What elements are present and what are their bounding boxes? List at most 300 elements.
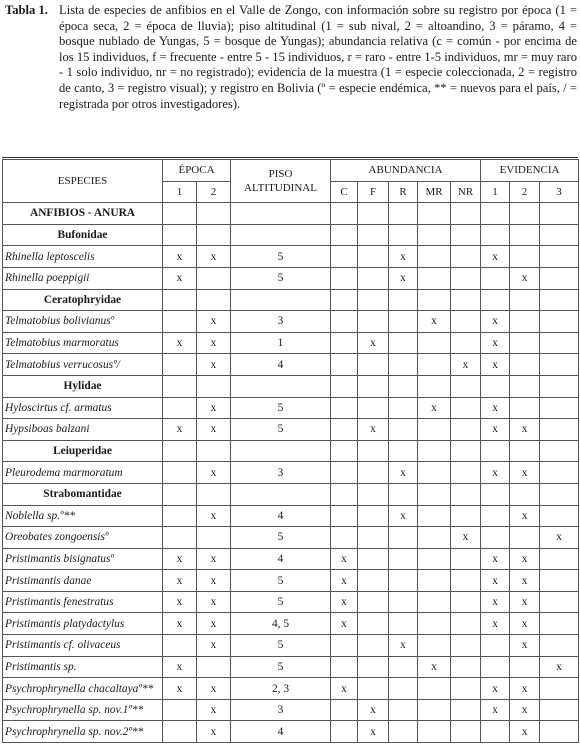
empty-cell [418, 224, 451, 246]
species-row [3, 397, 579, 419]
cell-f [358, 527, 389, 549]
species-name: Pristimantis cf. olivaceus [3, 635, 163, 657]
cell-mr [418, 267, 451, 289]
empty-cell [358, 375, 389, 397]
empty-cell [540, 224, 579, 246]
cell-nr [451, 699, 481, 721]
empty-cell [451, 224, 481, 246]
cell-nr [451, 635, 481, 657]
header-abund-f: F [358, 181, 389, 203]
cell-e1 [163, 354, 197, 376]
empty-cell [481, 375, 510, 397]
empty-cell [231, 440, 331, 462]
cell-e1: x [163, 613, 197, 635]
cell-r [389, 332, 418, 354]
species-row [3, 699, 579, 721]
group-row [3, 483, 579, 505]
header-epoca-2: 2 [197, 181, 231, 203]
group-row [3, 224, 579, 246]
cell-v1: x [481, 613, 510, 635]
cell-e1 [163, 311, 197, 333]
cell-v2: x [510, 505, 540, 527]
cell-r [389, 354, 418, 376]
cell-nr [451, 246, 481, 268]
empty-cell [481, 483, 510, 505]
cell-e2 [197, 527, 231, 549]
species-row [3, 505, 579, 527]
group-row [3, 440, 579, 462]
cell-c [331, 332, 358, 354]
cell-r: x [389, 246, 418, 268]
cell-nr [451, 678, 481, 700]
cell-e2: x [197, 505, 231, 527]
cell-mr [418, 505, 451, 527]
cell-mr [418, 613, 451, 635]
cell-e2: x [197, 548, 231, 570]
cell-c [331, 419, 358, 441]
cell-r: x [389, 462, 418, 484]
empty-cell [163, 483, 197, 505]
cell-piso: 3 [231, 462, 331, 484]
empty-cell [418, 483, 451, 505]
species-row [3, 267, 579, 289]
species-row [3, 678, 579, 700]
empty-cell [163, 224, 197, 246]
cell-v3 [540, 267, 579, 289]
cell-mr [418, 548, 451, 570]
cell-nr [451, 591, 481, 613]
cell-r [389, 656, 418, 678]
cell-e2: x [197, 721, 231, 743]
header-abund-mr: MR [418, 181, 451, 203]
cell-r: x [389, 505, 418, 527]
cell-nr [451, 311, 481, 333]
cell-e2: x [197, 570, 231, 592]
cell-v3 [540, 699, 579, 721]
cell-f: x [358, 419, 389, 441]
header-evid-2: 2 [510, 181, 540, 203]
cell-v3 [540, 721, 579, 743]
group-name: Leiuperidae [3, 440, 163, 462]
cell-piso: 2, 3 [231, 678, 331, 700]
empty-cell [231, 483, 331, 505]
cell-v2: x [510, 591, 540, 613]
cell-v2 [510, 397, 540, 419]
cell-v3 [540, 635, 579, 657]
cell-piso: 5 [231, 570, 331, 592]
cell-e1: x [163, 678, 197, 700]
cell-mr [418, 462, 451, 484]
cell-v1 [481, 267, 510, 289]
group-name: Bufonidae [3, 224, 163, 246]
empty-cell [389, 224, 418, 246]
empty-cell [331, 375, 358, 397]
cell-c [331, 656, 358, 678]
cell-e1 [163, 699, 197, 721]
cell-f [358, 635, 389, 657]
cell-v3 [540, 678, 579, 700]
species-name: Rhinella poeppigii [3, 267, 163, 289]
cell-nr [451, 462, 481, 484]
empty-cell [540, 203, 579, 225]
empty-cell [331, 483, 358, 505]
cell-e1: x [163, 548, 197, 570]
cell-mr [418, 591, 451, 613]
empty-cell [358, 203, 389, 225]
empty-cell [163, 289, 197, 311]
cell-nr [451, 613, 481, 635]
cell-nr [451, 419, 481, 441]
cell-piso: 5 [231, 656, 331, 678]
empty-cell [231, 224, 331, 246]
header-abund-r: R [389, 181, 418, 203]
empty-cell [510, 203, 540, 225]
cell-f [358, 656, 389, 678]
empty-cell [540, 289, 579, 311]
cell-r [389, 397, 418, 419]
cell-c [331, 527, 358, 549]
cell-e2: x [197, 635, 231, 657]
cell-v1: x [481, 699, 510, 721]
cell-mr [418, 678, 451, 700]
species-name: Hyloscirtus cf. armatus [3, 397, 163, 419]
cell-f [358, 354, 389, 376]
cell-c [331, 505, 358, 527]
cell-nr: x [451, 527, 481, 549]
cell-v1: x [481, 462, 510, 484]
cell-r: x [389, 267, 418, 289]
cell-v3 [540, 246, 579, 268]
cell-mr [418, 246, 451, 268]
cell-v3 [540, 505, 579, 527]
caption-text: Lista de especies de anfibios en el Valle de Zongo, con información sobre su registro por época (1 = época seca, 2 = época de lluvia); piso altitudinal (1 = sub nival, 2 = altoandino, 3 = páramo, 4 = bosque nublado de Yungas, 5 = bosque de Yungas); abundancia relativa (c = común - por encima de los 15 individuos, f = frecuente - entre 5 - 15 individuos, r = raro - entre 1-5 individuos, mr = muy raro - 1 solo individuo, nr = no registrado); evidencia de la muestra (1 = especie coleccionada, 2 = registro de canto, 3 = registro visual); y registro en Bolivia (º = especie endémica, ** = nuevos para el país, / = registrada por otros investigadores). [59, 3, 577, 111]
cell-r [389, 548, 418, 570]
cell-v3 [540, 570, 579, 592]
cell-v1: x [481, 246, 510, 268]
empty-cell [389, 203, 418, 225]
cell-e2: x [197, 354, 231, 376]
cell-e1 [163, 505, 197, 527]
cell-r: x [389, 635, 418, 657]
empty-cell [510, 440, 540, 462]
cell-e1 [163, 527, 197, 549]
cell-r [389, 570, 418, 592]
species-row [3, 462, 579, 484]
cell-f [358, 548, 389, 570]
cell-v2: x [510, 419, 540, 441]
cell-c [331, 721, 358, 743]
species-table [2, 159, 579, 743]
species-name: Pristimantis fenestratus [3, 591, 163, 613]
cell-v3 [540, 354, 579, 376]
cell-piso: 3 [231, 311, 331, 333]
empty-cell [418, 203, 451, 225]
cell-v3 [540, 613, 579, 635]
cell-piso: 4 [231, 505, 331, 527]
empty-cell [510, 289, 540, 311]
cell-v2 [510, 311, 540, 333]
empty-cell [358, 483, 389, 505]
caption-label: Tabla 1. [5, 3, 48, 17]
species-row [3, 311, 579, 333]
group-row [3, 289, 579, 311]
cell-v2 [510, 246, 540, 268]
cell-v1: x [481, 397, 510, 419]
cell-piso: 5 [231, 527, 331, 549]
cell-mr [418, 527, 451, 549]
cell-e2: x [197, 397, 231, 419]
empty-cell [331, 224, 358, 246]
cell-mr [418, 354, 451, 376]
cell-e1: x [163, 267, 197, 289]
cell-v2: x [510, 462, 540, 484]
cell-e1 [163, 721, 197, 743]
empty-cell [163, 440, 197, 462]
header-evid-1: 1 [481, 181, 510, 203]
cell-nr [451, 721, 481, 743]
cell-r [389, 591, 418, 613]
group-row [3, 203, 579, 225]
cell-r [389, 419, 418, 441]
cell-v1 [481, 527, 510, 549]
empty-cell [481, 224, 510, 246]
cell-f [358, 613, 389, 635]
cell-c [331, 635, 358, 657]
species-name: Pristimantis danae [3, 570, 163, 592]
empty-cell [451, 440, 481, 462]
empty-cell [451, 483, 481, 505]
group-name: Hylidae [3, 375, 163, 397]
empty-cell [231, 375, 331, 397]
cell-v3 [540, 397, 579, 419]
cell-v2: x [510, 570, 540, 592]
cell-mr [418, 721, 451, 743]
cell-v1: x [481, 548, 510, 570]
empty-cell [231, 289, 331, 311]
cell-nr [451, 548, 481, 570]
cell-v3 [540, 462, 579, 484]
cell-mr: x [418, 656, 451, 678]
cell-e1: x [163, 419, 197, 441]
cell-v3: x [540, 527, 579, 549]
empty-cell [418, 440, 451, 462]
empty-cell [331, 440, 358, 462]
cell-v2 [510, 656, 540, 678]
cell-v3 [540, 591, 579, 613]
species-row [3, 656, 579, 678]
empty-cell [358, 440, 389, 462]
cell-c: x [331, 570, 358, 592]
species-name: Hypsiboas balzani [3, 419, 163, 441]
cell-f: x [358, 721, 389, 743]
cell-v1 [481, 721, 510, 743]
cell-v1 [481, 505, 510, 527]
cell-e1 [163, 462, 197, 484]
header-piso: PISO ALTITUDINAL [231, 160, 331, 203]
species-row [3, 419, 579, 441]
cell-r [389, 721, 418, 743]
cell-c [331, 462, 358, 484]
empty-cell [197, 289, 231, 311]
cell-c [331, 267, 358, 289]
species-name: Telmatobius verrucosusº/ [3, 354, 163, 376]
species-name: Pleurodema marmoratum [3, 462, 163, 484]
species-name: Psychrophrynella sp. nov.1º** [3, 699, 163, 721]
cell-piso: 5 [231, 397, 331, 419]
cell-v3 [540, 311, 579, 333]
empty-cell [331, 203, 358, 225]
cell-f [358, 267, 389, 289]
group-name: ANFIBIOS - ANURA [3, 203, 163, 225]
empty-cell [418, 289, 451, 311]
empty-cell [540, 483, 579, 505]
cell-v1: x [481, 332, 510, 354]
cell-v3: x [540, 656, 579, 678]
cell-c [331, 311, 358, 333]
cell-piso: 3 [231, 699, 331, 721]
empty-cell [358, 224, 389, 246]
cell-c: x [331, 548, 358, 570]
header-abund-c: C [331, 181, 358, 203]
empty-cell [197, 483, 231, 505]
cell-f: x [358, 332, 389, 354]
cell-v1 [481, 635, 510, 657]
empty-cell [481, 440, 510, 462]
cell-piso: 5 [231, 419, 331, 441]
cell-piso: 5 [231, 591, 331, 613]
cell-piso: 5 [231, 635, 331, 657]
empty-cell [197, 203, 231, 225]
cell-c [331, 246, 358, 268]
species-row [3, 591, 579, 613]
species-name: Pristimantis sp. [3, 656, 163, 678]
cell-e2 [197, 656, 231, 678]
empty-cell [451, 375, 481, 397]
group-name: Ceratophryidae [3, 289, 163, 311]
empty-cell [163, 375, 197, 397]
cell-e2: x [197, 591, 231, 613]
cell-c [331, 354, 358, 376]
cell-e2: x [197, 613, 231, 635]
empty-cell [418, 375, 451, 397]
cell-e1: x [163, 656, 197, 678]
cell-piso: 4 [231, 548, 331, 570]
species-row [3, 570, 579, 592]
cell-mr [418, 332, 451, 354]
empty-cell [451, 289, 481, 311]
cell-e1: x [163, 246, 197, 268]
cell-e2: x [197, 332, 231, 354]
cell-e2: x [197, 678, 231, 700]
header-abund-nr: NR [451, 181, 481, 203]
empty-cell [451, 203, 481, 225]
cell-f [358, 678, 389, 700]
cell-c: x [331, 591, 358, 613]
empty-cell [389, 483, 418, 505]
species-name: Telmatobius bolivianusº [3, 311, 163, 333]
empty-cell [540, 440, 579, 462]
cell-v1 [481, 656, 510, 678]
cell-e1: x [163, 332, 197, 354]
species-name: Noblella sp.º** [3, 505, 163, 527]
header-especies: ESPECIES [3, 160, 163, 203]
species-name: Telmatobius marmoratus [3, 332, 163, 354]
empty-cell [163, 203, 197, 225]
species-name: Psychrophrynella sp. nov.2º** [3, 721, 163, 743]
cell-e2: x [197, 311, 231, 333]
cell-r [389, 699, 418, 721]
cell-mr [418, 570, 451, 592]
group-name: Strabomantidae [3, 483, 163, 505]
empty-cell [540, 375, 579, 397]
cell-v2 [510, 527, 540, 549]
species-name: Oreobates zongoensisº [3, 527, 163, 549]
species-row [3, 332, 579, 354]
table-caption [5, 3, 577, 112]
cell-piso: 5 [231, 267, 331, 289]
cell-v1: x [481, 678, 510, 700]
cell-e2: x [197, 462, 231, 484]
empty-cell [510, 375, 540, 397]
cell-f [358, 311, 389, 333]
cell-mr [418, 699, 451, 721]
cell-v1: x [481, 354, 510, 376]
cell-nr [451, 397, 481, 419]
cell-f: x [358, 699, 389, 721]
table-body [3, 203, 579, 743]
species-row [3, 635, 579, 657]
species-name: Rhinella leptoscelis [3, 246, 163, 268]
cell-piso: 5 [231, 246, 331, 268]
cell-v2: x [510, 267, 540, 289]
cell-v3 [540, 548, 579, 570]
table-top-rule [2, 157, 578, 158]
empty-cell [197, 440, 231, 462]
cell-r [389, 527, 418, 549]
cell-e2: x [197, 246, 231, 268]
cell-nr [451, 570, 481, 592]
cell-v2: x [510, 548, 540, 570]
cell-v1: x [481, 570, 510, 592]
cell-v1: x [481, 311, 510, 333]
cell-c: x [331, 678, 358, 700]
cell-f [358, 397, 389, 419]
empty-cell [510, 224, 540, 246]
cell-v2: x [510, 699, 540, 721]
header-evidencia: EVIDENCIA [481, 160, 579, 182]
empty-cell [197, 375, 231, 397]
cell-v1: x [481, 591, 510, 613]
cell-v3 [540, 332, 579, 354]
cell-v2: x [510, 635, 540, 657]
species-row [3, 613, 579, 635]
cell-v1: x [481, 419, 510, 441]
cell-e1 [163, 397, 197, 419]
empty-cell [389, 440, 418, 462]
cell-mr [418, 419, 451, 441]
cell-e2: x [197, 419, 231, 441]
cell-v3 [540, 419, 579, 441]
species-row [3, 246, 579, 268]
empty-cell [510, 483, 540, 505]
empty-cell [389, 289, 418, 311]
species-row [3, 527, 579, 549]
cell-mr [418, 635, 451, 657]
group-row [3, 375, 579, 397]
cell-nr [451, 505, 481, 527]
cell-e2: x [197, 699, 231, 721]
header-evid-3: 3 [540, 181, 579, 203]
